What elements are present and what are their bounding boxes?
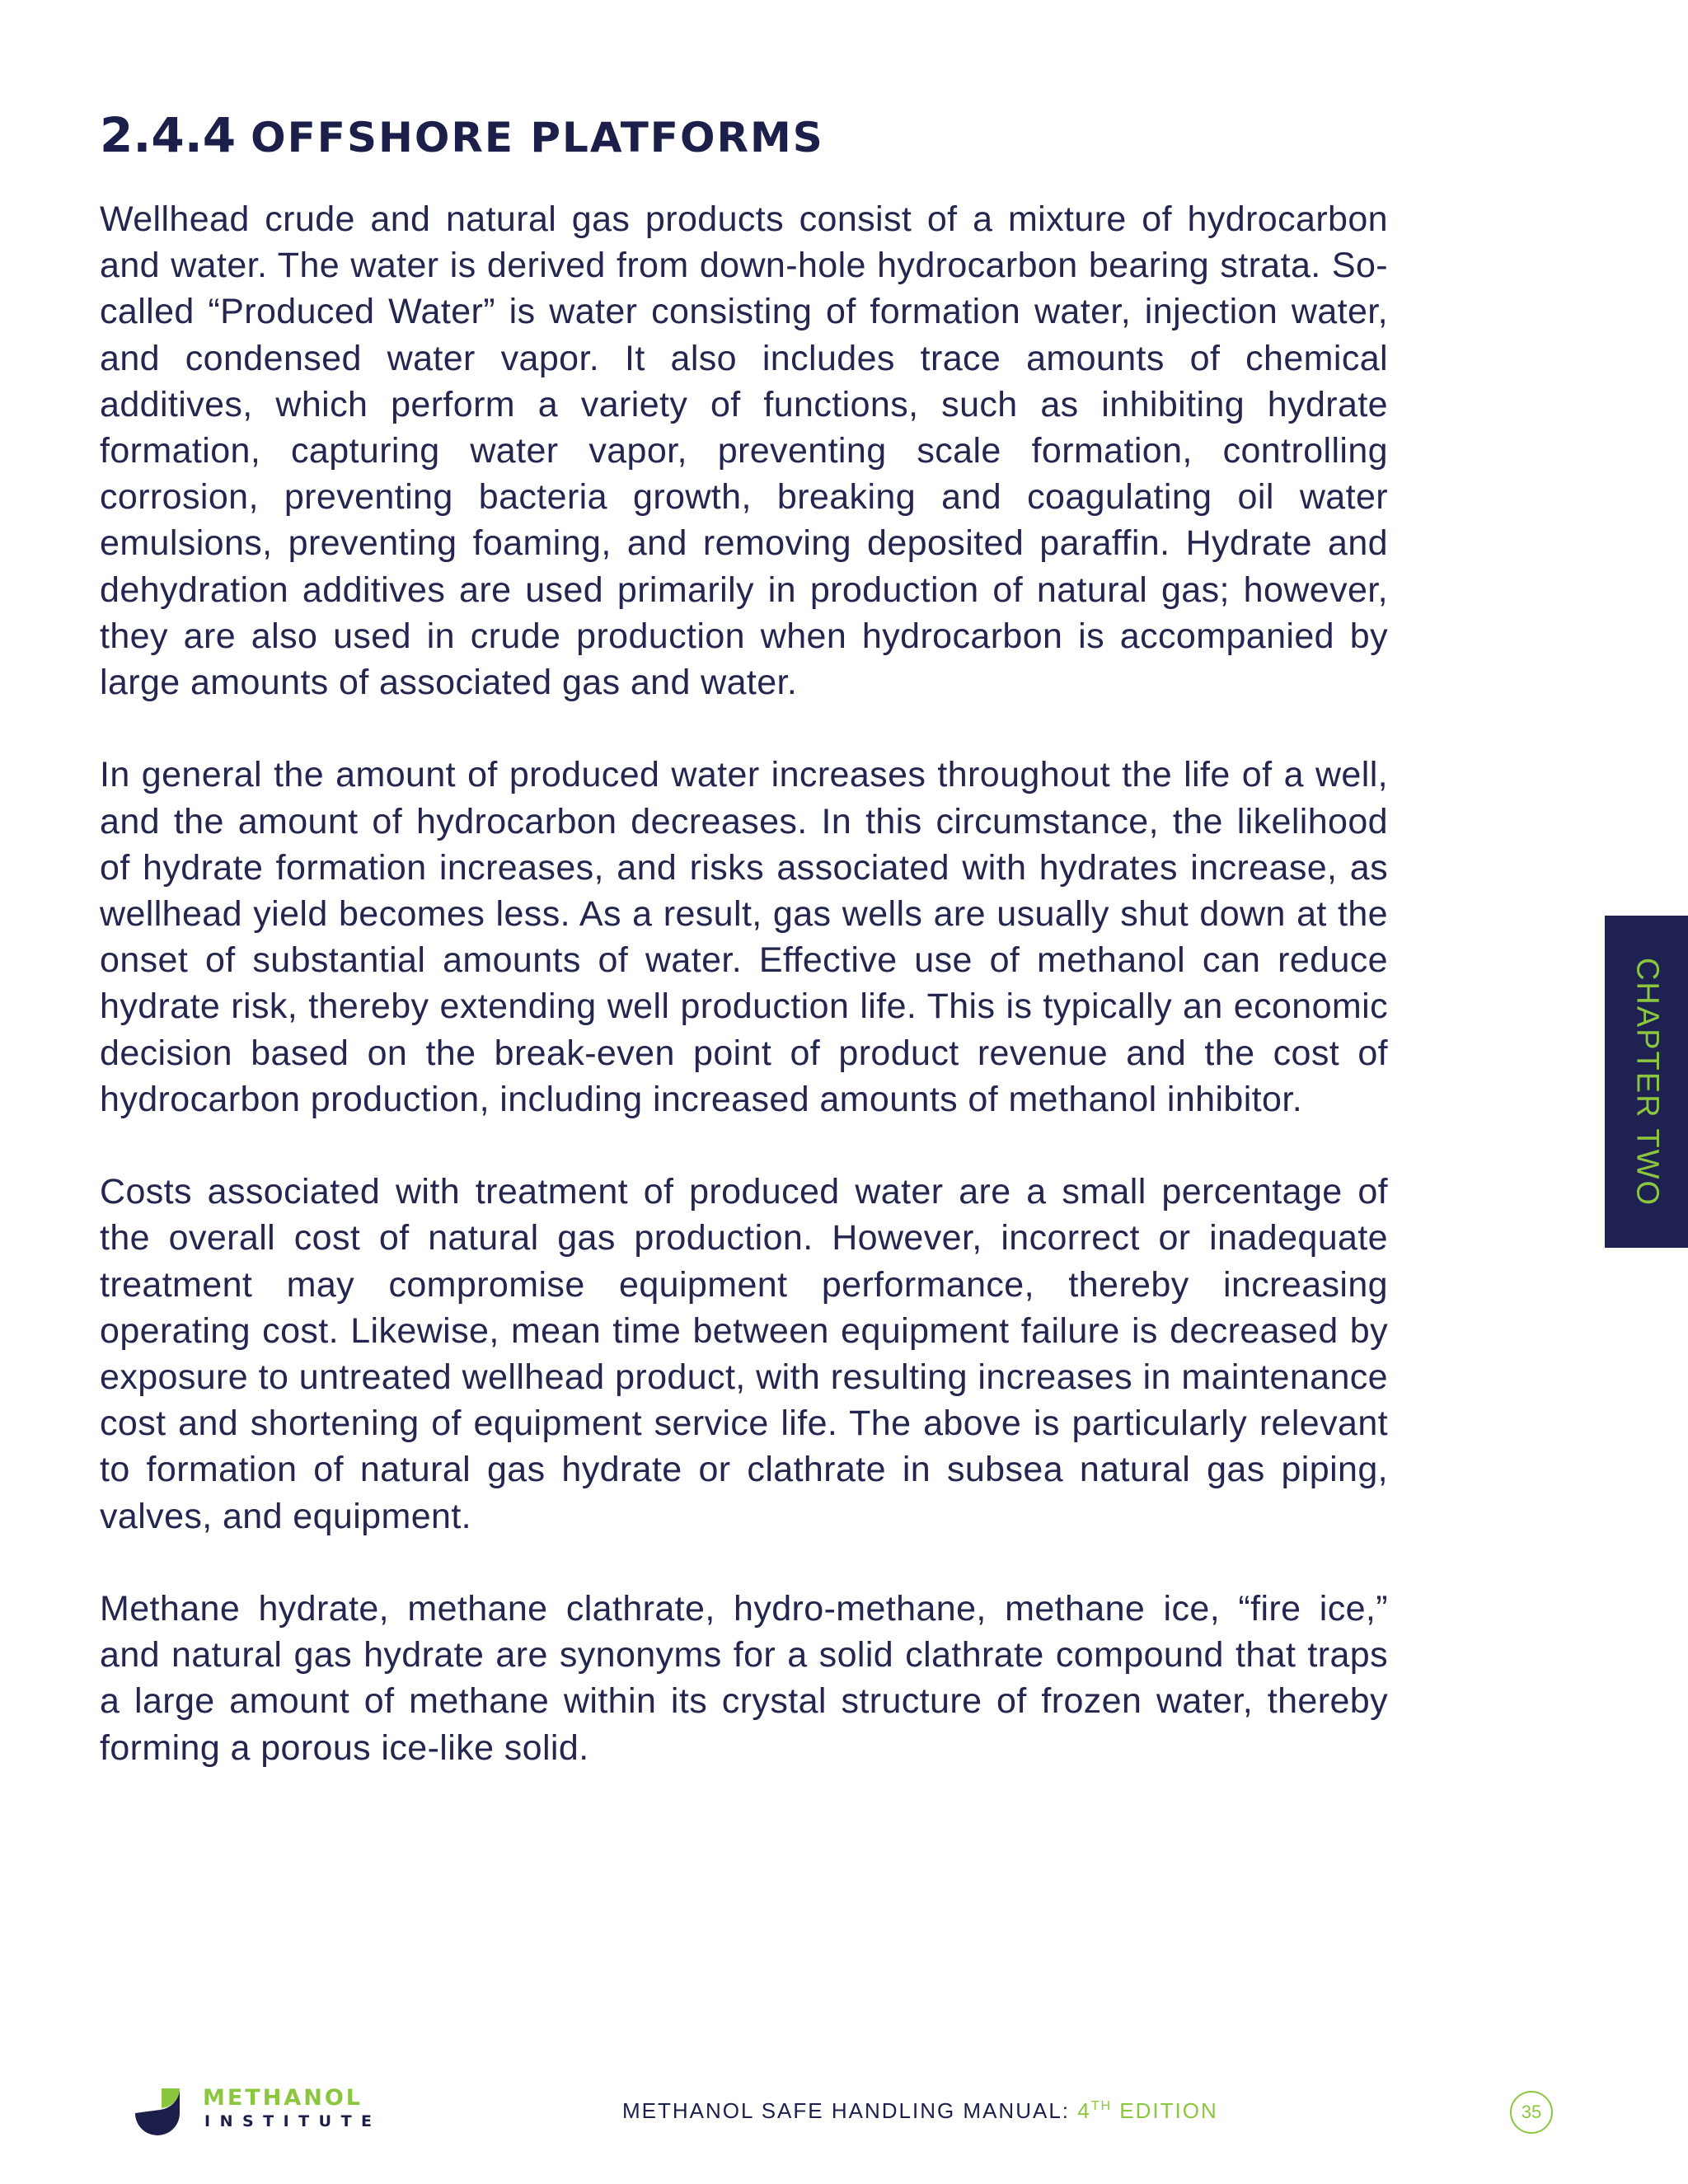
paragraph-produced-water: Wellhead crude and natural gas products consist of a mixture of hydrocarbon and water. The water is derived from down-hole hydrocarbon bearing strata. So-called “Produced Water” is water consisting of formation water, injection water, and condensed water vapor. It also includes trace amounts of chemical additives, which perform a variety of functions, such as inhibiting hydrate formation, capturing water vapor, preventing scale formation, controlling corrosion, preventing bacteria growth, breaking and coagulating oil water emulsions, preventing foaming, and removing deposited paraffin. Hydrate and dehydration additives are used primarily in production of natural gas; however, they are also used in crude production when hydrocarbon is accompanied by large amounts of associated gas and water.	[100, 199, 1388, 703]
chapter-tab-label: CHAPTER TWO	[1629, 957, 1664, 1207]
edition-suffix: TH	[1090, 2099, 1113, 2113]
edition-number: 4	[1077, 2098, 1091, 2123]
paragraph-treatment-costs: Costs associated with treatment of produced water are a small percentage of the overall cost of natural gas production. However, incorrect or inadequate treatment may compromise equipment performance, thereby increasing operating cost. Likewise, mean time between equipment failure is decreased by exposure to untreated wellhead product, with resulting increases in maintenance cost and shortening of equipment service life. The above is particularly relevant to formation of natural gas hydrate or clathrate in subsea natural gas piping, valves, and equipment.	[100, 1172, 1388, 1536]
body-text	[100, 196, 1388, 1817]
methanol-institute-logo	[132, 2085, 382, 2138]
section-heading	[100, 105, 824, 172]
page-number: 35	[1521, 2102, 1542, 2122]
section-title: OFFSHORE PLATFORMS	[251, 114, 824, 162]
page-number-badge	[1510, 2091, 1553, 2134]
paragraph-well-life: In general the amount of produced water increases throughout the life of a well, and the amount of hydrocarbon decreases. In this circumstance, the likelihood of hydrate formation increases, and risks associated with hydrates increase, as wellhead yield becomes less. As a result, gas wells are usually shut down at the onset of substantial amounts of water. Effective use of methanol can reduce hydrate risk, thereby extending well production life. This is typically an economic decision based on the break-even point of product revenue and the cost of hydrocarbon production, including increased amounts of methanol inhibitor.	[100, 755, 1388, 1119]
logo-mark-icon	[132, 2085, 183, 2136]
logo-text-institute: INSTITUTE	[204, 2112, 382, 2130]
paragraph-methane-hydrate: Methane hydrate, methane clathrate, hydro-methane, methane ice, “fire ice,” and natural gas hydrate are synonyms for a solid clathrate compound that traps a large amount of methane within its crystal structure of frozen water, thereby forming a porous ice-like solid.	[100, 1589, 1388, 1768]
edition-label	[1077, 2098, 1217, 2123]
logo-text-methanol: METHANOL	[203, 2085, 363, 2111]
edition-word: EDITION	[1119, 2098, 1218, 2123]
footer-manual-title	[622, 2098, 1218, 2124]
section-number: 2.4.4	[100, 107, 237, 163]
manual-title: METHANOL SAFE HANDLING MANUAL:	[622, 2098, 1071, 2123]
chapter-tab	[1605, 916, 1688, 1248]
